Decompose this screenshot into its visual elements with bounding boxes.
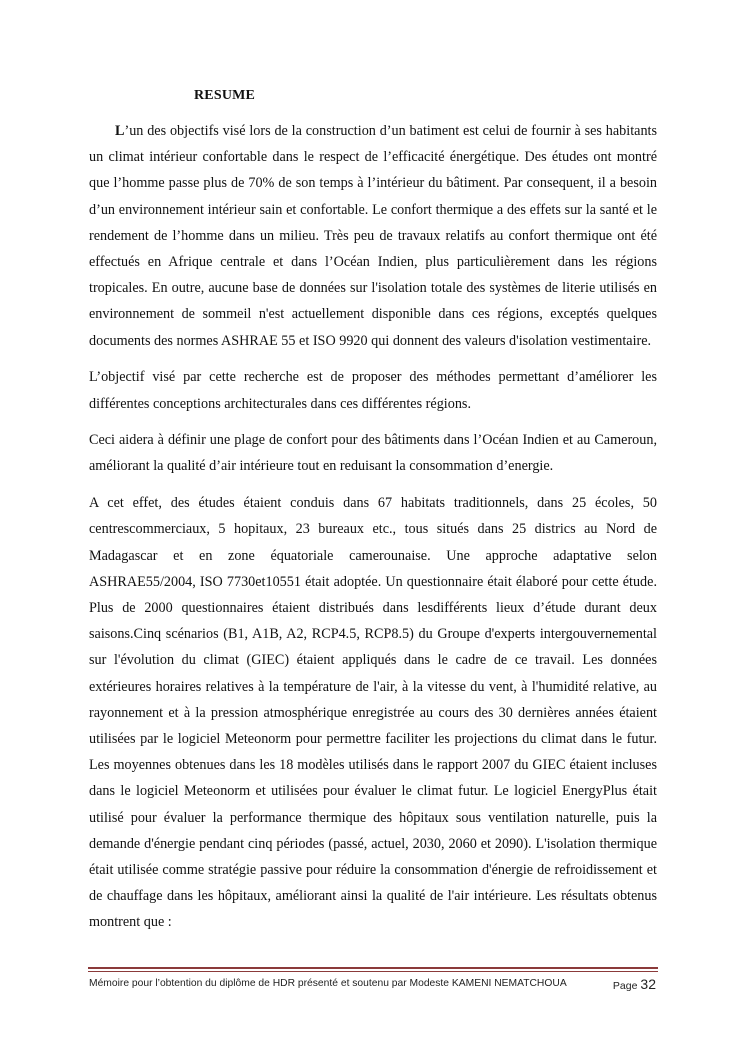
paragraph-1-text: ’un des objectifs visé lors de la construction d’un batiment est celui de fournir à ses habitants un climat intérieur confortable dans le respect de l’efficacité énergétique. Des études ont montré que l’homme passe plus de 70% de son temps à l’intérieur du bâtiment. Par consequent, il a besoin d’un environnement intérieur sain et confortable. Le confort thermique a des effets sur la santé et le rendement de l’homme dans un milieu. Très peu de travaux relatifs au confort thermique ont été effectués en Afrique centrale et dans l’Océan Indien, plus particulièrement dans les régions tropicales. En outre, aucune base de données sur l'isolation totale des systèmes de literie utilisés en environnement de sommeil n'est actuellement disponible dans ces régions, exceptés quelques documents des normes ASHRAE 55 et ISO 9920 qui donnent des valeurs d'isolation vestimentaire. [89, 123, 657, 349]
footer-rule-thick [88, 967, 658, 969]
paragraph-3: Ceci aidera à définir une plage de confort pour des bâtiments dans l’Océan Indien et au Cameroun, améliorant la qualité d’air intérieure tout en reduisant la consommation d’energie. [89, 432, 657, 475]
paragraph-4: A cet effet, des études étaient conduis dans 67 habitats traditionnels, dans 25 écoles, 50 centrescommerciaux, 5 hopitaux, 23 bureaux etc., tous situés dans 25 districs au Nord de Madagascar et en zone équatoriale camerounaise. Une approche adaptative selon ASHRAE55/2004, ISO 7730et10551 était adoptée. Un questionnaire était élaboré pour cette étude. Plus de 2000 questionnaires étaient distribués dans lesdifférents lieux d’étude durant deux saisons.Cinq scénarios (B1, A1B, A2, RCP4.5, RCP8.5) du Groupe d'experts intergouvernemental sur l'évolution du climat (GIEC) étaient appliqués dans le cadre de ce travail. Les données extérieures horaires relatives à la température de l'air, à la vitesse du vent, à l'humidité relative, au rayonnement et à la pression atmosphérique enregistrée au cours des 30 dernières années étaient utilisées par le logiciel Meteonorm pour permettre faciliter les projections du climat dans le futur. Les moyennes obtenues dans les 18 modèles utilisés dans le rapport 2007 du GIEC étaient incluses dans le logiciel Meteonorm et utilisées pour évaluer le climat futur. Le logiciel EnergyPlus était utilisé pour évaluer la performance thermique des hôpitaux sous ventilation naturelle, puis la demande d'énergie pendant cinq périodes (passé, actuel, 2030, 2060 et 2090). L'isolation thermique était utilisée comme stratégie passive pour réduire la consommation d'énergie de refroidissement et de chauffage dans les hôpitaux, améliorant ainsi la qualité de l'air intérieure. Les résultats obtenus montrent que : [89, 495, 657, 931]
paragraph-2: L’objectif visé par cette recherche est de proposer des méthodes permettant d’améliorer les différentes conceptions architecturales dans ces différentes régions. [89, 369, 657, 412]
page-label: Page [612, 980, 638, 992]
section-title: RESUME [194, 88, 256, 103]
footer-rule-thin [88, 971, 658, 972]
page-number: 32 [640, 976, 656, 992]
paragraph-1-initial: L [115, 123, 125, 139]
footer-caption: Mémoire pour l’obtention du diplôme de HDR présenté et soutenu par Modeste KAMENI NEMATCHOUA [89, 978, 567, 989]
paragraph-1 [89, 118, 657, 354]
page-indicator [613, 976, 656, 994]
body-text [89, 118, 657, 936]
